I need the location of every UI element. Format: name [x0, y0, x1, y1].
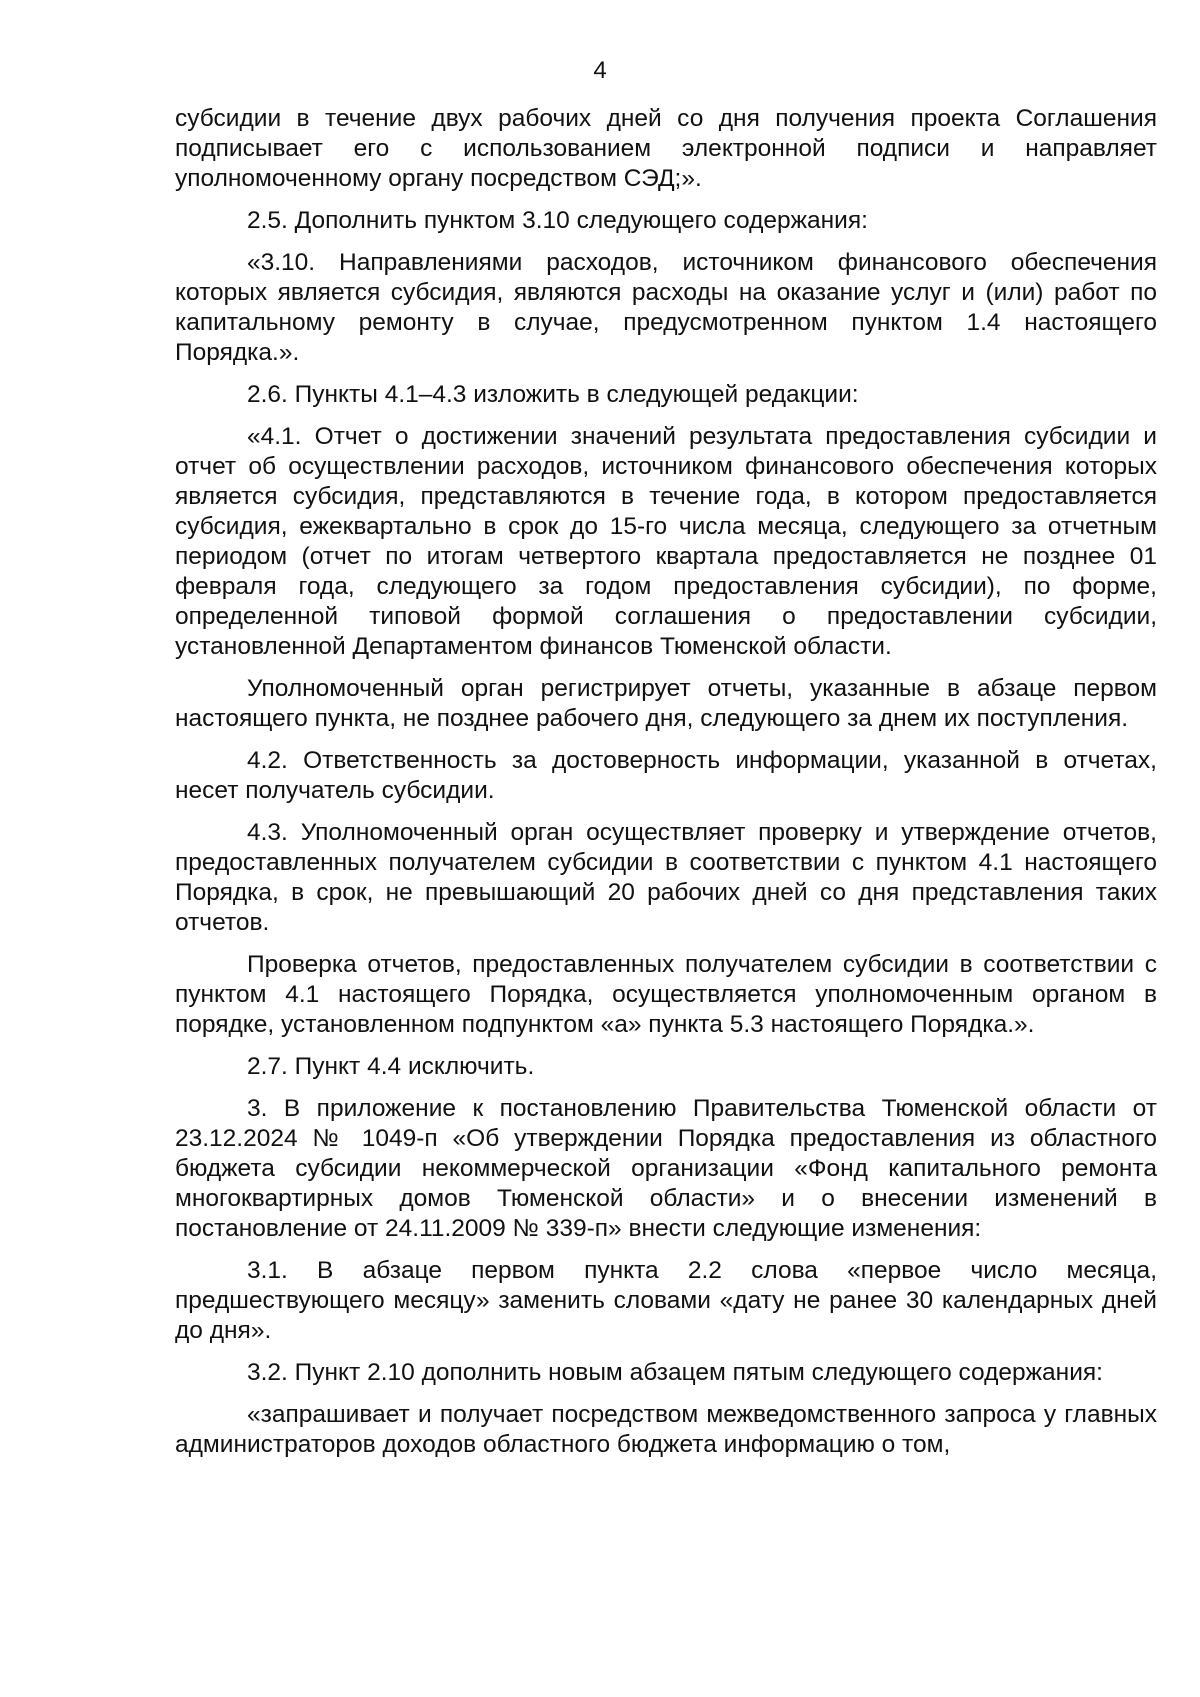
paragraph-4-1: «4.1. Отчет о достижении значений результата предоставления субсидии и отчет об осуществлении расходов, источником финансового обеспечения которых является субсидия, представляются в течение года, в котором предоставляется субсидия, ежеквартально в срок до 15-го числа месяца, следующего за отчетным периодом (отчет по итогам четвертого квартала предоставляется не позднее 01 февраля года, следующего за годом предоставления субсидии), по форме, определенной типовой формой соглашения о предоставлении субсидии, установленной Департаментом финансов Тюменской области.: [175, 423, 1157, 660]
paragraph-3-2: 3.2. Пункт 2.10 дополнить новым абзацем пятым следующего содержания:: [247, 1359, 1103, 1386]
paragraph-3-10: «3.10. Направлениями расходов, источником финансового обеспечения которых является субсидия, являются расходы на оказание услуг и (или) работ по капитальному ремонту в случае, предусмотренном пунктом 1.4 настоящего Порядка.».: [175, 249, 1157, 366]
paragraph-2-6: 2.6. Пункты 4.1–4.3 изложить в следующей редакции:: [247, 381, 859, 408]
paragraph-quote-request: «запрашивает и получает посредством межведомственного запроса у главных администраторов доходов областного бюджета информацию о том,: [175, 1401, 1157, 1458]
paragraph-4-3: 4.3. Уполномоченный орган осуществляет проверку и утверждение отчетов, предоставленных получателем субсидии в соответствии с пунктом 4.1 настоящего Порядка, в срок, не превышающий 20 рабочих дней со дня представления таких отчетов.: [175, 819, 1157, 936]
paragraph-4-3-check: Проверка отчетов, предоставленных получателем субсидии в соответствии с пунктом 4.1 настоящего Порядка, осуществляется уполномоченным органом в порядке, установленном подпунктом «а» пункта 5.3 настоящего Порядка.».: [175, 951, 1157, 1038]
paragraph-3: 3. В приложение к постановлению Правительства Тюменской области от 23.12.2024 № 1049-п «Об утверждении Порядка предоставления из областного бюджета субсидии некоммерческой организации «Фонд капитального ремонта многоквартирных домов Тюменской области» и о внесении изменений в постановление от 24.11.2009 № 339-п» внести следующие изменения:: [175, 1095, 1157, 1242]
document-body: [175, 104, 1157, 1472]
page-number: 4: [593, 57, 607, 84]
paragraph-4-2: 4.2. Ответственность за достоверность информации, указанной в отчетах, несет получатель субсидии.: [175, 747, 1157, 804]
paragraph-2-7: 2.7. Пункт 4.4 исключить.: [247, 1053, 535, 1080]
paragraph-4-1-registration: Уполномоченный орган регистрирует отчеты, указанные в абзаце первом настоящего пункта, не позднее рабочего дня, следующего за днем их поступления.: [175, 675, 1157, 732]
paragraph-3-1: 3.1. В абзаце первом пункта 2.2 слова «первое число месяца, предшествующего месяцу» заменить словами «дату не ранее 30 календарных дней до дня».: [175, 1257, 1157, 1344]
paragraph-continuation: субсидии в течение двух рабочих дней со дня получения проекта Соглашения подписывает его с использованием электронной подписи и направляет уполномоченному органу посредством СЭД;».: [175, 105, 1157, 192]
paragraph-2-5: 2.5. Дополнить пунктом 3.10 следующего содержания:: [247, 207, 868, 234]
